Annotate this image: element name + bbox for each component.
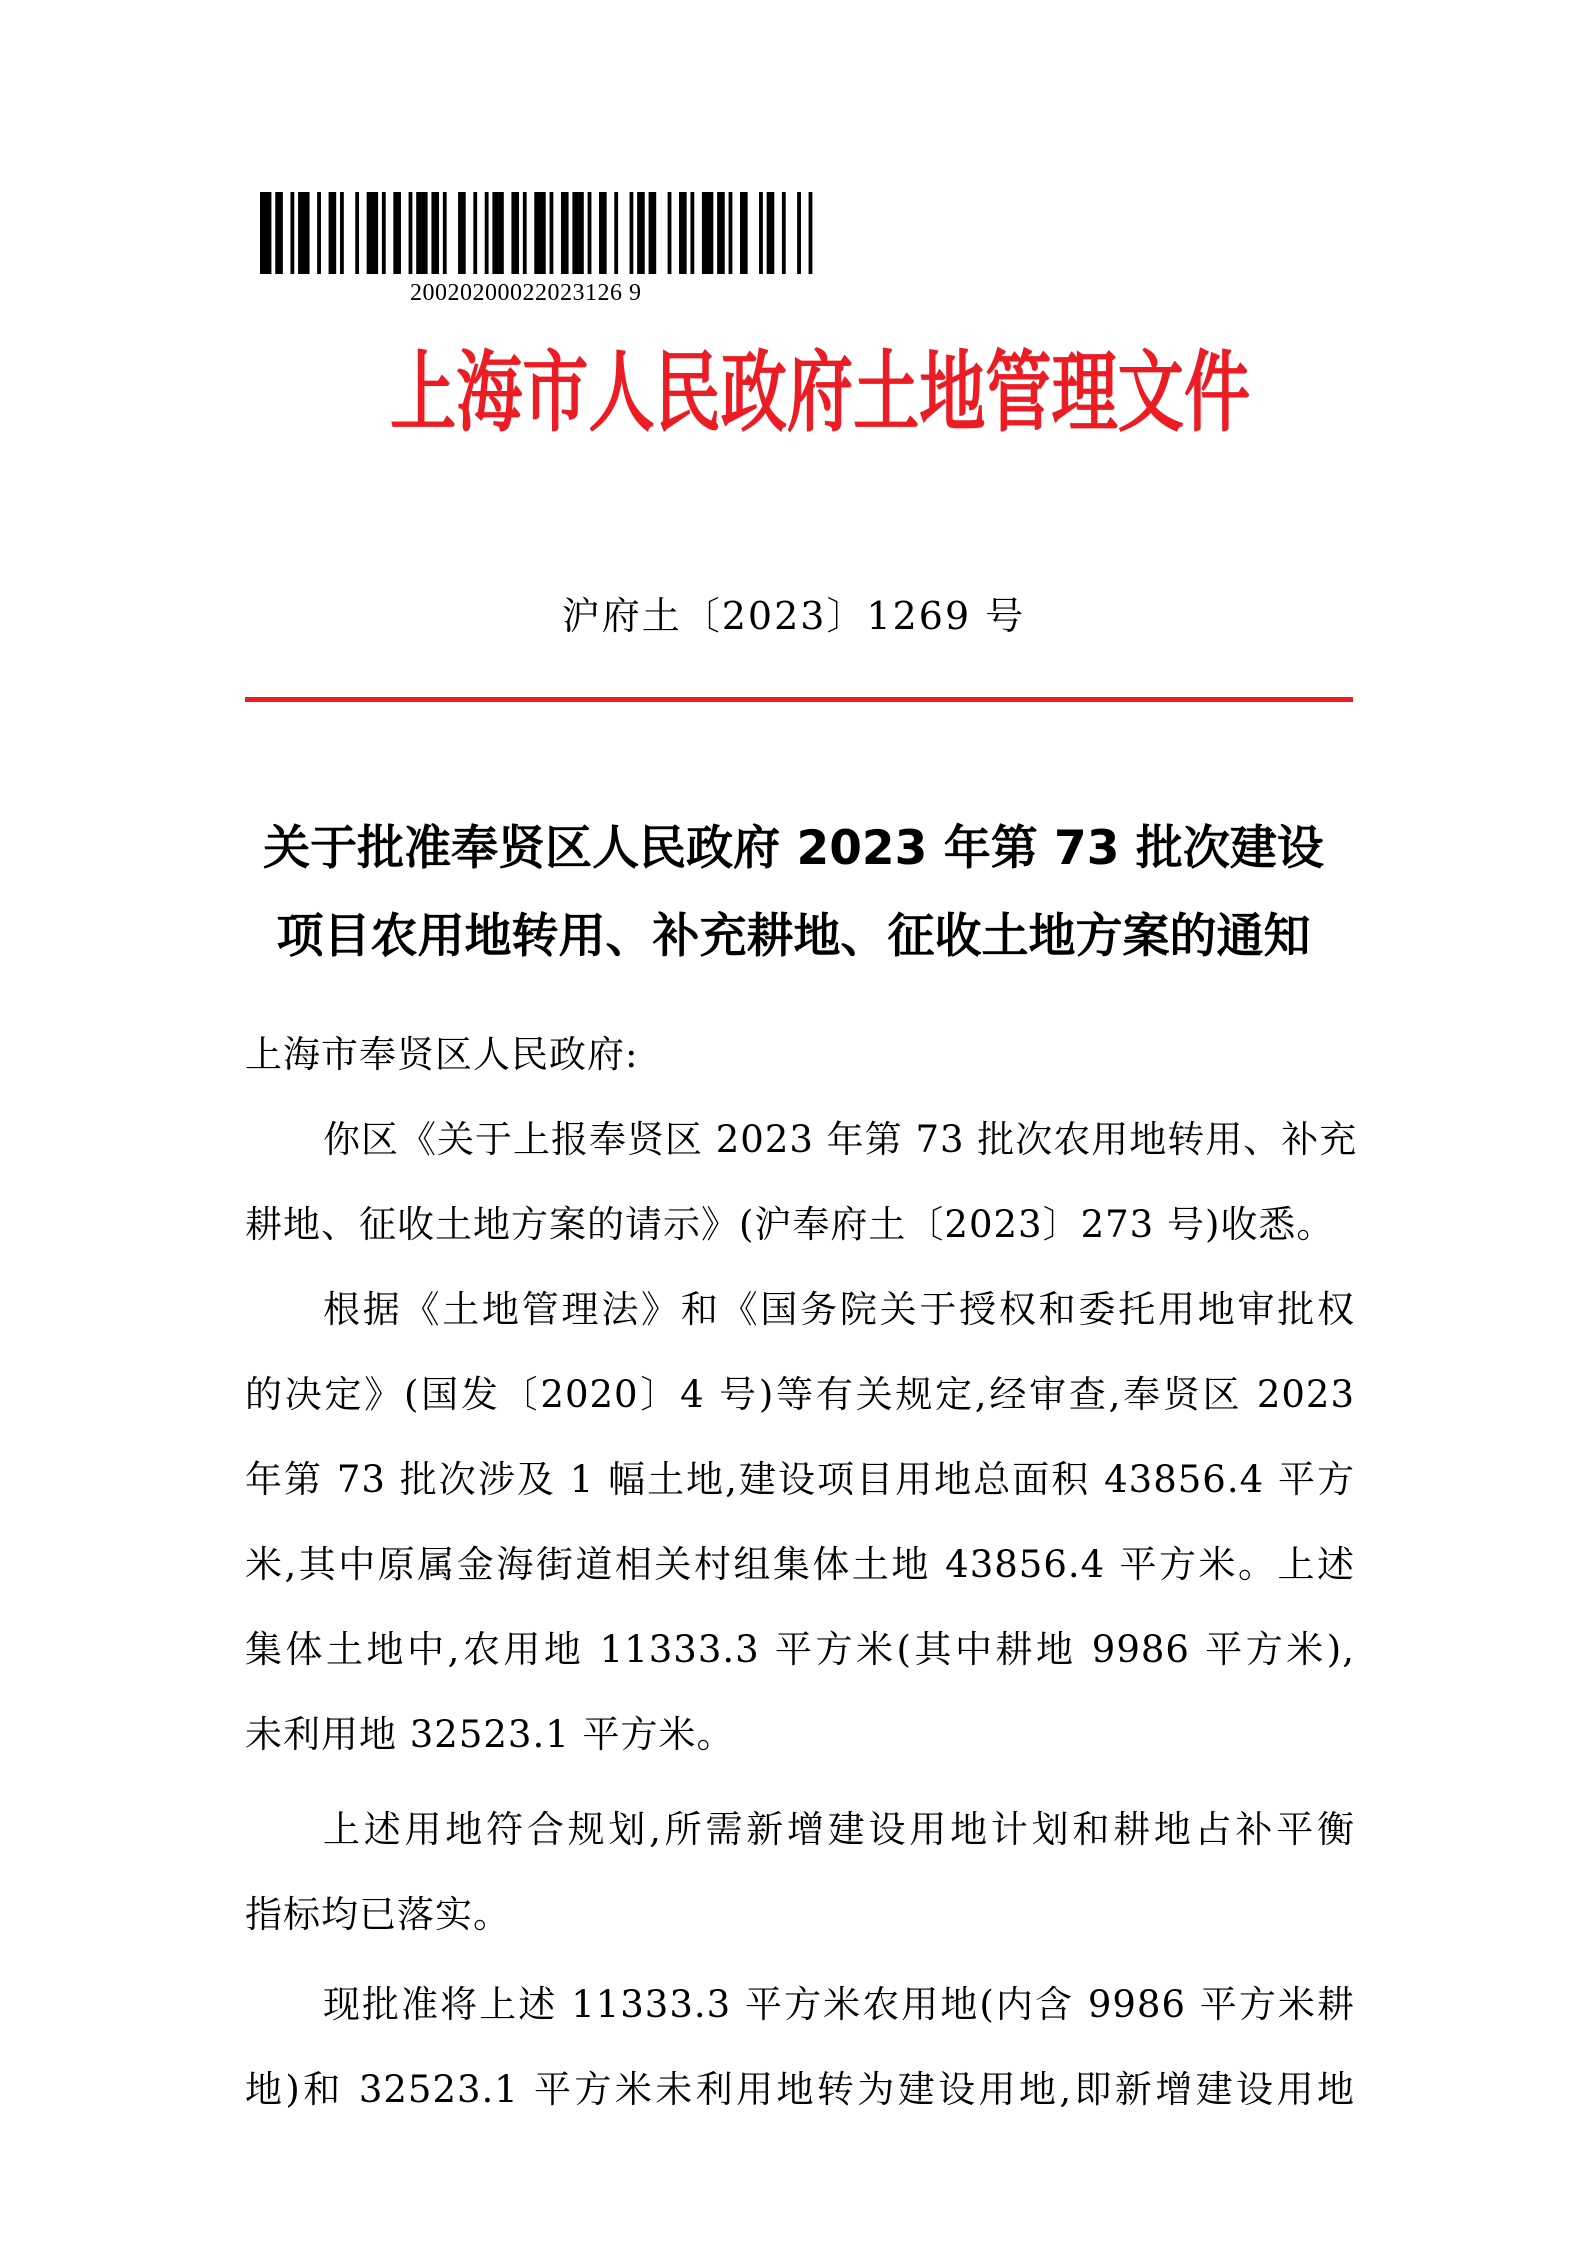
body-line: 上述用地符合规划,所需新增建设用地计划和耕地占补平衡 [323, 1808, 1355, 1851]
document-title [230, 805, 1357, 981]
barcode-number: 20020200022023126 9 [410, 280, 642, 306]
issuer-title: 上海市人民政府土地管理文件 [390, 340, 1250, 444]
red-divider [245, 697, 1353, 702]
body-line: 你区《关于上报奉贤区 2023 年第 73 批次农用地转用、补充 [323, 1118, 1358, 1161]
body-line: 地)和 32523.1 平方米未利用地转为建设用地,即新增建设用地 [245, 2068, 1355, 2111]
document-number: 沪府土〔2023〕1269 号 [561, 594, 1026, 638]
title-line-2: 项目农用地转用、补充耕地、征收土地方案的通知 [276, 909, 1311, 964]
body-line: 现批准将上述 11333.3 平方米农用地(内含 9986 平方米耕 [323, 1983, 1355, 2026]
body-line: 未利用地 32523.1 平方米。 [245, 1713, 735, 1756]
body-line: 米,其中原属金海街道相关村组集体土地 43856.4 平方米。上述 [245, 1543, 1355, 1586]
body-line: 指标均已落实。 [245, 1893, 511, 1936]
body-line: 的决定》(国发〔2020〕4 号)等有关规定,经审查,奉贤区 2023 [245, 1373, 1355, 1416]
issuer-header [380, 325, 1260, 445]
body-line: 耕地、征收土地方案的请示》(沪奉府土〔2023〕273 号)收悉。 [245, 1203, 1335, 1246]
body-line: 年第 73 批次涉及 1 幅土地,建设项目用地总面积 43856.4 平方 [245, 1458, 1355, 1501]
body-line: 集体土地中,农用地 11333.3 平方米(其中耕地 9986 平方米), [245, 1628, 1355, 1671]
barcode-bars [260, 192, 820, 274]
barcode [260, 192, 820, 310]
body-line: 根据《土地管理法》和《国务院关于授权和委托用地审批权 [323, 1288, 1355, 1331]
title-line-1: 关于批准奉贤区人民政府 2023 年第 73 批次建设 [263, 821, 1324, 876]
salutation: 上海市奉贤区人民政府: [245, 1033, 639, 1076]
